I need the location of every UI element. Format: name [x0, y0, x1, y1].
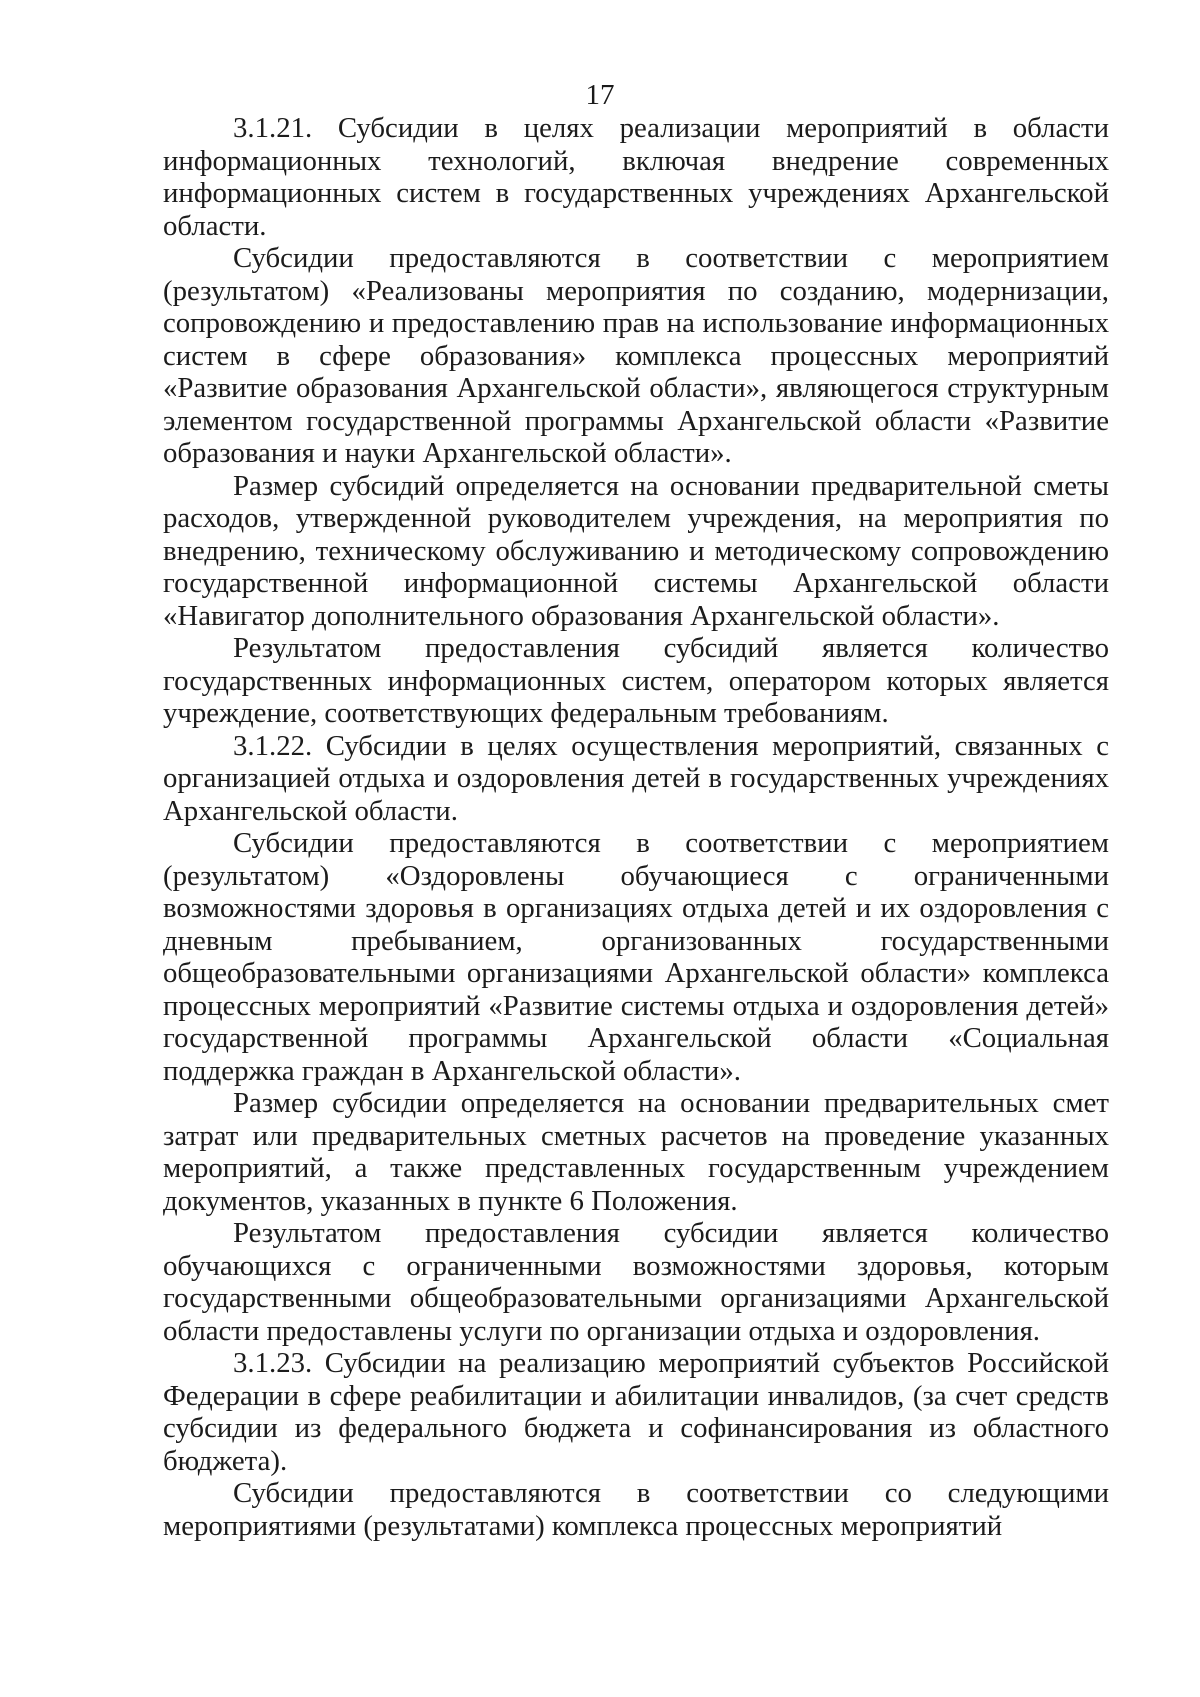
paragraph-3-1-21-heading: 3.1.21. Субсидии в целях реализации мероприятий в области информационных технологий, включая внедрение современных информационных систем в государственных учреждениях Архангельской области. [163, 112, 1109, 242]
document-body [163, 112, 1109, 1542]
paragraph-subsidy-size: Размер субсидии определяется на основании предварительных смет затрат или предварительных сметных расчетов на проведение указанных мероприятий, а также представленных государственным учреждением документов, указанных в пункте 6 Положения. [163, 1087, 1109, 1217]
paragraph-subsidy-result: Результатом предоставления субсидии является количество обучающихся с ограниченными возможностями здоровья, которым государственными общеобразовательными организациями Архангельской области предоставлены услуги по организации отдыха и оздоровления. [163, 1217, 1109, 1347]
paragraph-subsidy-size: Размер субсидий определяется на основании предварительной сметы расходов, утвержденной руководителем учреждения, на мероприятия по внедрению, техническому обслуживанию и методическому сопровождению государственной информационной системы Архангельской области «Навигатор дополнительного образования Архангельской области». [163, 469, 1109, 632]
paragraph-subsidy-result: Результатом предоставления субсидий является количество государственных информационных систем, оператором которых является учреждение, соответствующих федеральным требованиям. [163, 632, 1109, 729]
paragraph-3-1-22-heading: 3.1.22. Субсидии в целях осуществления мероприятий, связанных с организацией отдыха и оздоровления детей в государственных учреждениях Архангельской области. [163, 729, 1109, 827]
paragraph-subsidy-provision: Субсидии предоставляются в соответствии с мероприятием (результатом) «Оздоровлены обучающиеся с ограниченными возможностями здоровья в организациях отдыха детей и их оздоровления с дневным пребыванием, организованных государственными общеобразовательными организациями Архангельской области» комплекса процессных мероприятий «Развитие системы отдыха и оздоровления детей» государственной программы Архангельской области «Социальная поддержка граждан в Архангельской области». [163, 827, 1109, 1087]
page-number: 17 [585, 79, 615, 111]
paragraph-subsidy-provision: Субсидии предоставляются в соответствии с мероприятием (результатом) «Реализованы мероприятия по созданию, модернизации, сопровождению и предоставлению прав на использование информационных систем в сфере образования» комплекса процессных мероприятий «Развитие образования Архангельской области», являющегося структурным элементом государственной программы Архангельской области «Развитие образования и науки Архангельской области». [163, 242, 1109, 469]
paragraph-3-1-23-heading: 3.1.23. Субсидии на реализацию мероприятий субъектов Российской Федерации в сфере реабилитации и абилитации инвалидов, (за счет средств субсидии из федерального бюджета и софинансирования из областного бюджета). [163, 1347, 1109, 1477]
paragraph-subsidy-provision: Субсидии предоставляются в соответствии со следующими мероприятиями (результатами) комплекса процессных мероприятий [163, 1477, 1109, 1542]
